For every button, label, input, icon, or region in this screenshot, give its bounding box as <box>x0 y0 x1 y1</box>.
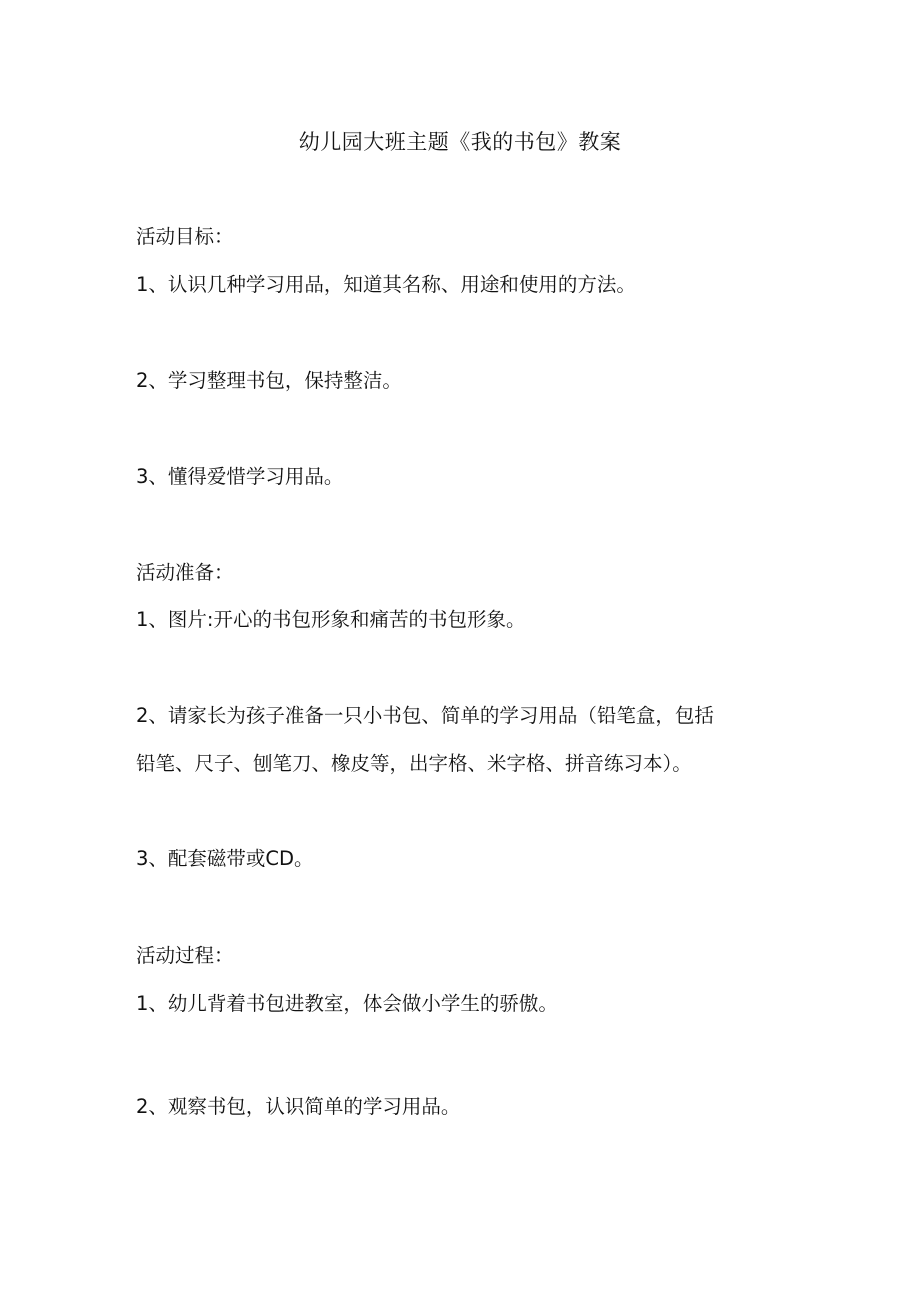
goal-item-1: 1、认识几种学习用品，知道其名称、用途和使用的方法。 <box>136 273 636 296</box>
goal-item-3: 3、懂得爱惜学习用品。 <box>136 465 344 488</box>
preparation-item-2-continued: 铅笔、尺子、刨笔刀、橡皮等，出字格、米字格、拼音练习本）。 <box>136 752 692 775</box>
process-item-1: 1、幼儿背着书包进教室，体会做小学生的骄傲。 <box>136 992 558 1015</box>
preparation-item-2: 2、请家长为孩子准备一只小书包、简单的学习用品（铅笔盒，包括 <box>136 704 714 727</box>
preparation-item-3: 3、配套磁带或CD。 <box>136 847 314 870</box>
process-item-2: 2、观察书包，认识简单的学习用品。 <box>136 1095 461 1118</box>
document-title: 幼儿园大班主题《我的书包》教案 <box>298 130 622 154</box>
goal-item-2: 2、学习整理书包，保持整洁。 <box>136 369 402 392</box>
preparation-item-1: 1、图片:开心的书包形象和痛苦的书包形象。 <box>136 608 526 631</box>
goals-heading: 活动目标： <box>136 225 234 248</box>
preparation-heading: 活动准备： <box>136 561 234 584</box>
process-heading: 活动过程： <box>136 944 234 967</box>
